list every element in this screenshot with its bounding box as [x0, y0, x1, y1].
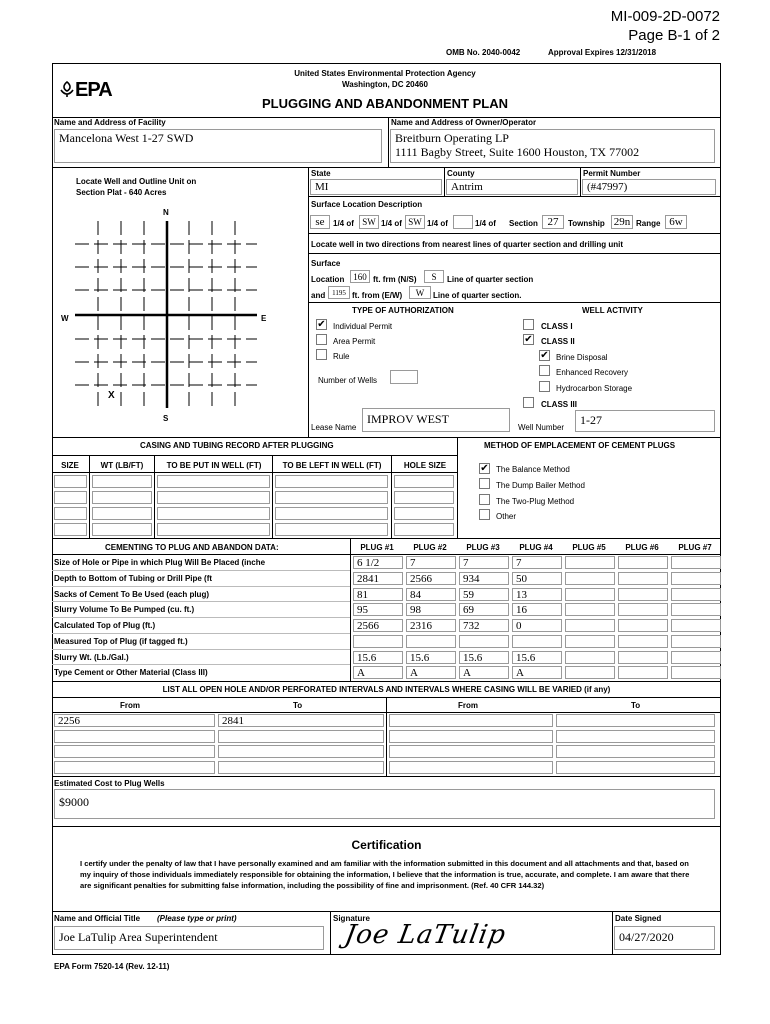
township-label: Township: [568, 219, 605, 228]
well-number-label: Well Number: [518, 423, 565, 432]
certification-text: I certify under the penalty of law that I have personally examined and am familiar with the information submitted in this document and all attachments and that, based on my inquiry of those individuals immediately responsible for obtaining the information, I believe that the information is true, accurate, and complete. I am aware that there are significant penalties for submitting false information, including the possibility of fine and imprisonment. (Ref. 40 CFR 144.32): [80, 859, 690, 890]
owner-field[interactable]: [390, 129, 715, 163]
intervals-to-1: To: [293, 701, 303, 710]
lease-name-field[interactable]: IMPROV WEST: [362, 408, 510, 432]
cementing-title: CEMENTING TO PLUG AND ABANDON DATA:: [105, 543, 279, 552]
plug-2-cell[interactable]: [406, 635, 456, 648]
plug-2-cell[interactable]: 15.6: [406, 651, 456, 664]
plug-6-cell[interactable]: [618, 588, 668, 601]
class-2-label: CLASS II: [541, 337, 575, 346]
casing-header-hole: HOLE SIZE: [403, 461, 447, 470]
range-label: Range: [636, 219, 661, 228]
intervals-from-1: From: [120, 701, 140, 710]
plug-3-cell[interactable]: [459, 635, 509, 648]
form-title: PLUGGING AND ABANDONMENT PLAN: [261, 96, 509, 111]
casing-header-put-in: TO BE PUT IN WELL (FT): [166, 461, 262, 470]
ew-tail: Line of quarter section.: [433, 291, 522, 300]
plug-3-header: PLUG #3: [466, 543, 500, 552]
casing-size-cell[interactable]: [54, 507, 87, 520]
agency-name: United States Environmental Protection Agency: [294, 69, 476, 78]
plug-7-cell[interactable]: [671, 572, 721, 585]
ns-distance-field[interactable]: 160: [350, 270, 370, 283]
cementing-row-label: Slurry Volume To Be Pumped (cu. ft.): [54, 605, 195, 614]
intervals-title: LIST ALL OPEN HOLE AND/OR PERFORATED INTERVALS AND INTERVALS WHERE CASING WILL BE VARIED (if any): [162, 685, 611, 694]
plat-east: E: [261, 314, 267, 323]
permit-label: Permit Number: [583, 169, 641, 178]
plat-north: N: [163, 208, 169, 217]
interval-from-cell[interactable]: [389, 745, 553, 758]
cementing-row-label: Slurry Wt. (Lb./Gal.): [54, 653, 129, 662]
cost-field[interactable]: $9000: [54, 789, 715, 819]
ew-direction-field[interactable]: W: [409, 286, 431, 299]
plug-6-cell[interactable]: [618, 635, 668, 648]
quarter-4-field[interactable]: [453, 215, 473, 229]
hydrocarbon-storage-label: Hydrocarbon Storage: [556, 384, 633, 393]
casing-size-cell[interactable]: [54, 491, 87, 504]
plug-6-cell[interactable]: [618, 651, 668, 664]
form-id: MI-009-2D-0072: [610, 8, 720, 25]
casing-hole-size-cell[interactable]: [394, 491, 454, 504]
casing-title: CASING AND TUBING RECORD AFTER PLUGGING: [140, 441, 334, 450]
casing-weight-cell[interactable]: [92, 523, 152, 536]
plug-7-cell[interactable]: [671, 588, 721, 601]
class-1-label: CLASS I: [541, 322, 573, 331]
name-title-hint: (Please type or print): [157, 914, 237, 923]
date-signed-label: Date Signed: [615, 914, 662, 923]
plug-2-cell[interactable]: 98: [406, 603, 456, 616]
plug-5-cell[interactable]: [565, 588, 615, 601]
cementing-row-label: Measured Top of Plug (if tagged ft.): [54, 637, 188, 646]
plug-3-cell[interactable]: 732: [459, 619, 509, 632]
agency-city: Washington, DC 20460: [342, 80, 428, 89]
plug-2-cell[interactable]: 7: [406, 556, 456, 569]
class-1-checkbox[interactable]: [523, 319, 534, 330]
plug-6-cell[interactable]: [618, 666, 668, 679]
lease-name-label: Lease Name: [311, 423, 357, 432]
plug-6-cell[interactable]: [618, 603, 668, 616]
plat-label-1: Locate Well and Outline Unit on: [76, 177, 197, 186]
ns-tail: Line of quarter section: [447, 275, 534, 284]
casing-hole-size-cell[interactable]: [394, 475, 454, 488]
two-plug-checkbox[interactable]: [479, 494, 490, 505]
permit-field[interactable]: (#47997): [582, 179, 716, 195]
plug-6-cell[interactable]: [618, 572, 668, 585]
township-field[interactable]: 29n: [611, 215, 633, 229]
casing-left-in-cell[interactable]: [275, 475, 388, 488]
plug-5-cell[interactable]: [565, 666, 615, 679]
epa-flower-icon: [60, 81, 74, 97]
range-field[interactable]: 6w: [665, 215, 687, 229]
approval-expiry: Approval Expires 12/31/2018: [548, 48, 657, 57]
plug-4-cell[interactable]: 7: [512, 556, 562, 569]
section-label: Section: [509, 219, 538, 228]
epa-logo: [60, 79, 130, 103]
county-label: County: [447, 169, 475, 178]
casing-header-weight: WT (LB/FT): [100, 461, 144, 470]
plug-3-cell[interactable]: 15.6: [459, 651, 509, 664]
class-3-checkbox[interactable]: [523, 397, 534, 408]
date-signed-field[interactable]: 04/27/2020: [614, 926, 715, 950]
interval-from-cell[interactable]: [54, 730, 215, 743]
other-method-checkbox[interactable]: [479, 509, 490, 520]
plug-4-cell[interactable]: 16: [512, 603, 562, 616]
surface-word: Surface: [311, 259, 341, 268]
interval-to-cell[interactable]: [556, 761, 715, 774]
casing-left-in-cell[interactable]: [275, 507, 388, 520]
plug-5-header: PLUG #5: [572, 543, 606, 552]
quarter-1-field[interactable]: se: [310, 215, 330, 229]
interval-to-cell[interactable]: [556, 714, 715, 727]
name-title-label: Name and Official Title: [54, 914, 141, 923]
plug-1-cell[interactable]: 15.6: [353, 651, 403, 664]
well-location-mark: X: [108, 390, 115, 401]
interval-to-cell[interactable]: [218, 730, 384, 743]
cost-label: Estimated Cost to Plug Wells: [54, 779, 165, 788]
class-3-label: CLASS III: [541, 400, 578, 409]
location-word: Location: [311, 275, 345, 284]
casing-weight-cell[interactable]: [92, 491, 152, 504]
plug-2-cell[interactable]: 84: [406, 588, 456, 601]
page-number: Page B-1 of 2: [628, 27, 720, 44]
plug-5-cell[interactable]: [565, 651, 615, 664]
balance-method-label: The Balance Method: [496, 465, 570, 474]
ns-direction-field[interactable]: S: [424, 270, 444, 283]
casing-header-size: SIZE: [61, 461, 79, 470]
plug-6-cell[interactable]: [618, 619, 668, 632]
signature-image: Joe LaTulip: [342, 920, 509, 950]
county-field[interactable]: Antrim: [446, 179, 578, 195]
owner-address: 1111 Bagby Street, Suite 1600 Houston, TX 77002: [395, 145, 640, 159]
plug-5-cell[interactable]: [565, 619, 615, 632]
casing-put-in-cell[interactable]: [157, 491, 270, 504]
plug-3-cell[interactable]: 69: [459, 603, 509, 616]
plug-1-cell[interactable]: 95: [353, 603, 403, 616]
dump-bailer-label: The Dump Bailer Method: [496, 481, 585, 490]
cementing-row-label: Calculated Top of Plug (ft.): [54, 621, 156, 630]
individual-permit-checkbox[interactable]: ✔: [317, 319, 326, 330]
plat-west: W: [61, 314, 69, 323]
plug-1-cell[interactable]: 2841: [353, 572, 403, 585]
plug-1-cell[interactable]: [353, 635, 403, 648]
casing-put-in-cell[interactable]: [157, 523, 270, 536]
casing-weight-cell[interactable]: [92, 507, 152, 520]
and-word: and: [311, 291, 326, 300]
interval-from-cell[interactable]: 2256: [54, 714, 215, 727]
signature-label: Signature: [333, 914, 370, 923]
casing-hole-size-cell[interactable]: [394, 507, 454, 520]
interval-to-cell[interactable]: [218, 761, 384, 774]
rule-label: Rule: [333, 352, 350, 361]
enhanced-recovery-checkbox[interactable]: [539, 365, 550, 376]
interval-to-cell[interactable]: [556, 745, 715, 758]
method-title: METHOD OF EMPLACEMENT OF CEMENT PLUGS: [484, 441, 676, 450]
omb-number: OMB No. 2040-0042: [446, 48, 521, 57]
hydrocarbon-storage-checkbox[interactable]: [539, 381, 550, 392]
interval-to-cell[interactable]: 2841: [218, 714, 384, 727]
casing-put-in-cell[interactable]: [157, 475, 270, 488]
rule-checkbox[interactable]: [316, 349, 327, 360]
plug-4-cell[interactable]: 0: [512, 619, 562, 632]
plug-5-cell[interactable]: [565, 556, 615, 569]
plug-5-cell[interactable]: [565, 635, 615, 648]
name-title-field[interactable]: Joe LaTulip Area Superintendent: [54, 926, 324, 950]
plug-7-cell[interactable]: [671, 651, 721, 664]
cementing-row-label: Type Cement or Other Material (Class III): [54, 668, 208, 677]
casing-size-cell[interactable]: [54, 475, 87, 488]
brine-disposal-checkbox[interactable]: ✔: [540, 350, 549, 361]
plug-4-cell[interactable]: 13: [512, 588, 562, 601]
area-permit-label: Area Permit: [333, 337, 376, 346]
casing-size-cell[interactable]: [54, 523, 87, 536]
plug-3-cell[interactable]: 7: [459, 556, 509, 569]
plug-3-cell[interactable]: 59: [459, 588, 509, 601]
area-permit-checkbox[interactable]: [316, 334, 327, 345]
plug-4-cell[interactable]: [512, 635, 562, 648]
quarter-2-text: 1/4 of: [381, 219, 402, 228]
casing-header-left-in: TO BE LEFT IN WELL (FT): [282, 461, 382, 470]
quarter-3-text: 1/4 of: [427, 219, 448, 228]
plug-1-cell[interactable]: 81: [353, 588, 403, 601]
plug-7-cell[interactable]: [671, 635, 721, 648]
quarter-4-text: 1/4 of: [475, 219, 496, 228]
footer-form: EPA Form 7520-14 (Rev. 12-11): [54, 962, 170, 971]
plug-7-cell[interactable]: [671, 603, 721, 616]
plat-label-2: Section Plat - 640 Acres: [76, 188, 167, 197]
casing-weight-cell[interactable]: [92, 475, 152, 488]
locate-instructions: Locate well in two directions from nearest lines of quarter section and drilling unit: [311, 240, 624, 249]
plug-6-cell[interactable]: [618, 556, 668, 569]
certification-title: Certification: [351, 838, 422, 852]
interval-from-cell[interactable]: [389, 761, 553, 774]
interval-from-cell[interactable]: [54, 761, 215, 774]
plug-2-cell[interactable]: A: [406, 666, 456, 679]
ns-text: ft. frm (N/S): [373, 275, 417, 284]
plug-6-header: PLUG #6: [625, 543, 659, 552]
two-plug-label: The Two-Plug Method: [496, 497, 575, 506]
plug-2-cell[interactable]: 2316: [406, 619, 456, 632]
section-plat: [75, 221, 257, 408]
state-label: State: [311, 169, 331, 178]
ew-text: ft. from (E/W): [352, 291, 403, 300]
interval-to-cell[interactable]: [218, 745, 384, 758]
plug-3-cell[interactable]: 934: [459, 572, 509, 585]
dump-bailer-checkbox[interactable]: [479, 478, 490, 489]
plug-5-cell[interactable]: [565, 603, 615, 616]
balance-method-checkbox[interactable]: ✔: [480, 463, 489, 474]
cementing-row-label: Depth to Bottom of Tubing or Drill Pipe (ft: [54, 574, 213, 583]
plug-7-header: PLUG #7: [678, 543, 712, 552]
plug-7-cell[interactable]: [671, 666, 721, 679]
enhanced-recovery-label: Enhanced Recovery: [556, 368, 629, 377]
plug-4-cell[interactable]: A: [512, 666, 562, 679]
plat-south: S: [163, 414, 169, 423]
facility-label: Name and Address of Facility: [54, 118, 166, 127]
facility-field[interactable]: Mancelona West 1-27 SWD: [54, 129, 382, 163]
activity-title: WELL ACTIVITY: [582, 306, 643, 315]
plug-1-cell[interactable]: A: [353, 666, 403, 679]
interval-to-cell[interactable]: [556, 730, 715, 743]
quarter-3-field[interactable]: SW: [405, 215, 425, 229]
plug-1-cell[interactable]: 2566: [353, 619, 403, 632]
plug-1-header: PLUG #1: [360, 543, 394, 552]
plug-4-header: PLUG #4: [519, 543, 553, 552]
plug-2-cell[interactable]: 2566: [406, 572, 456, 585]
casing-left-in-cell[interactable]: [275, 523, 388, 536]
epa-logo-text: EPA: [75, 79, 112, 101]
authorization-title: TYPE OF AUTHORIZATION: [352, 306, 454, 315]
other-method-label: Other: [496, 512, 517, 521]
casing-hole-size-cell[interactable]: [394, 523, 454, 536]
state-field[interactable]: MI: [310, 179, 442, 195]
plug-2-header: PLUG #2: [413, 543, 447, 552]
brine-disposal-label: Brine Disposal: [556, 353, 608, 362]
quarter-1-text: 1/4 of: [333, 219, 354, 228]
owner-name: Breitburn Operating LP: [395, 131, 509, 145]
cementing-row-label: Sacks of Cement To Be Used (each plug): [54, 590, 209, 599]
casing-put-in-cell[interactable]: [157, 507, 270, 520]
quarter-2-field[interactable]: SW: [359, 215, 379, 229]
intervals-from-2: From: [458, 701, 478, 710]
surface-location-label: Surface Location Description: [311, 200, 423, 209]
interval-from-cell[interactable]: [389, 714, 553, 727]
plug-7-cell[interactable]: [671, 556, 721, 569]
individual-permit-label: Individual Permit: [333, 322, 393, 331]
class-2-checkbox[interactable]: ✔: [524, 334, 533, 345]
well-number-field[interactable]: 1-27: [575, 410, 715, 432]
plug-4-cell[interactable]: 15.6: [512, 651, 562, 664]
intervals-to-2: To: [631, 701, 641, 710]
plug-7-cell[interactable]: [671, 619, 721, 632]
number-of-wells-field[interactable]: [390, 370, 418, 384]
plug-3-cell[interactable]: A: [459, 666, 509, 679]
interval-from-cell[interactable]: [389, 730, 553, 743]
section-field[interactable]: 27: [542, 215, 564, 229]
casing-left-in-cell[interactable]: [275, 491, 388, 504]
owner-label: Name and Address of Owner/Operator: [391, 118, 537, 127]
ew-distance-field[interactable]: 1195: [328, 286, 350, 299]
number-of-wells-label: Number of Wells: [318, 376, 377, 385]
plug-5-cell[interactable]: [565, 572, 615, 585]
plug-4-cell[interactable]: 50: [512, 572, 562, 585]
plug-1-cell[interactable]: 6 1/2: [353, 556, 403, 569]
interval-from-cell[interactable]: [54, 745, 215, 758]
cementing-row-label: Size of Hole or Pipe in which Plug Will Be Placed (inche: [54, 558, 266, 567]
